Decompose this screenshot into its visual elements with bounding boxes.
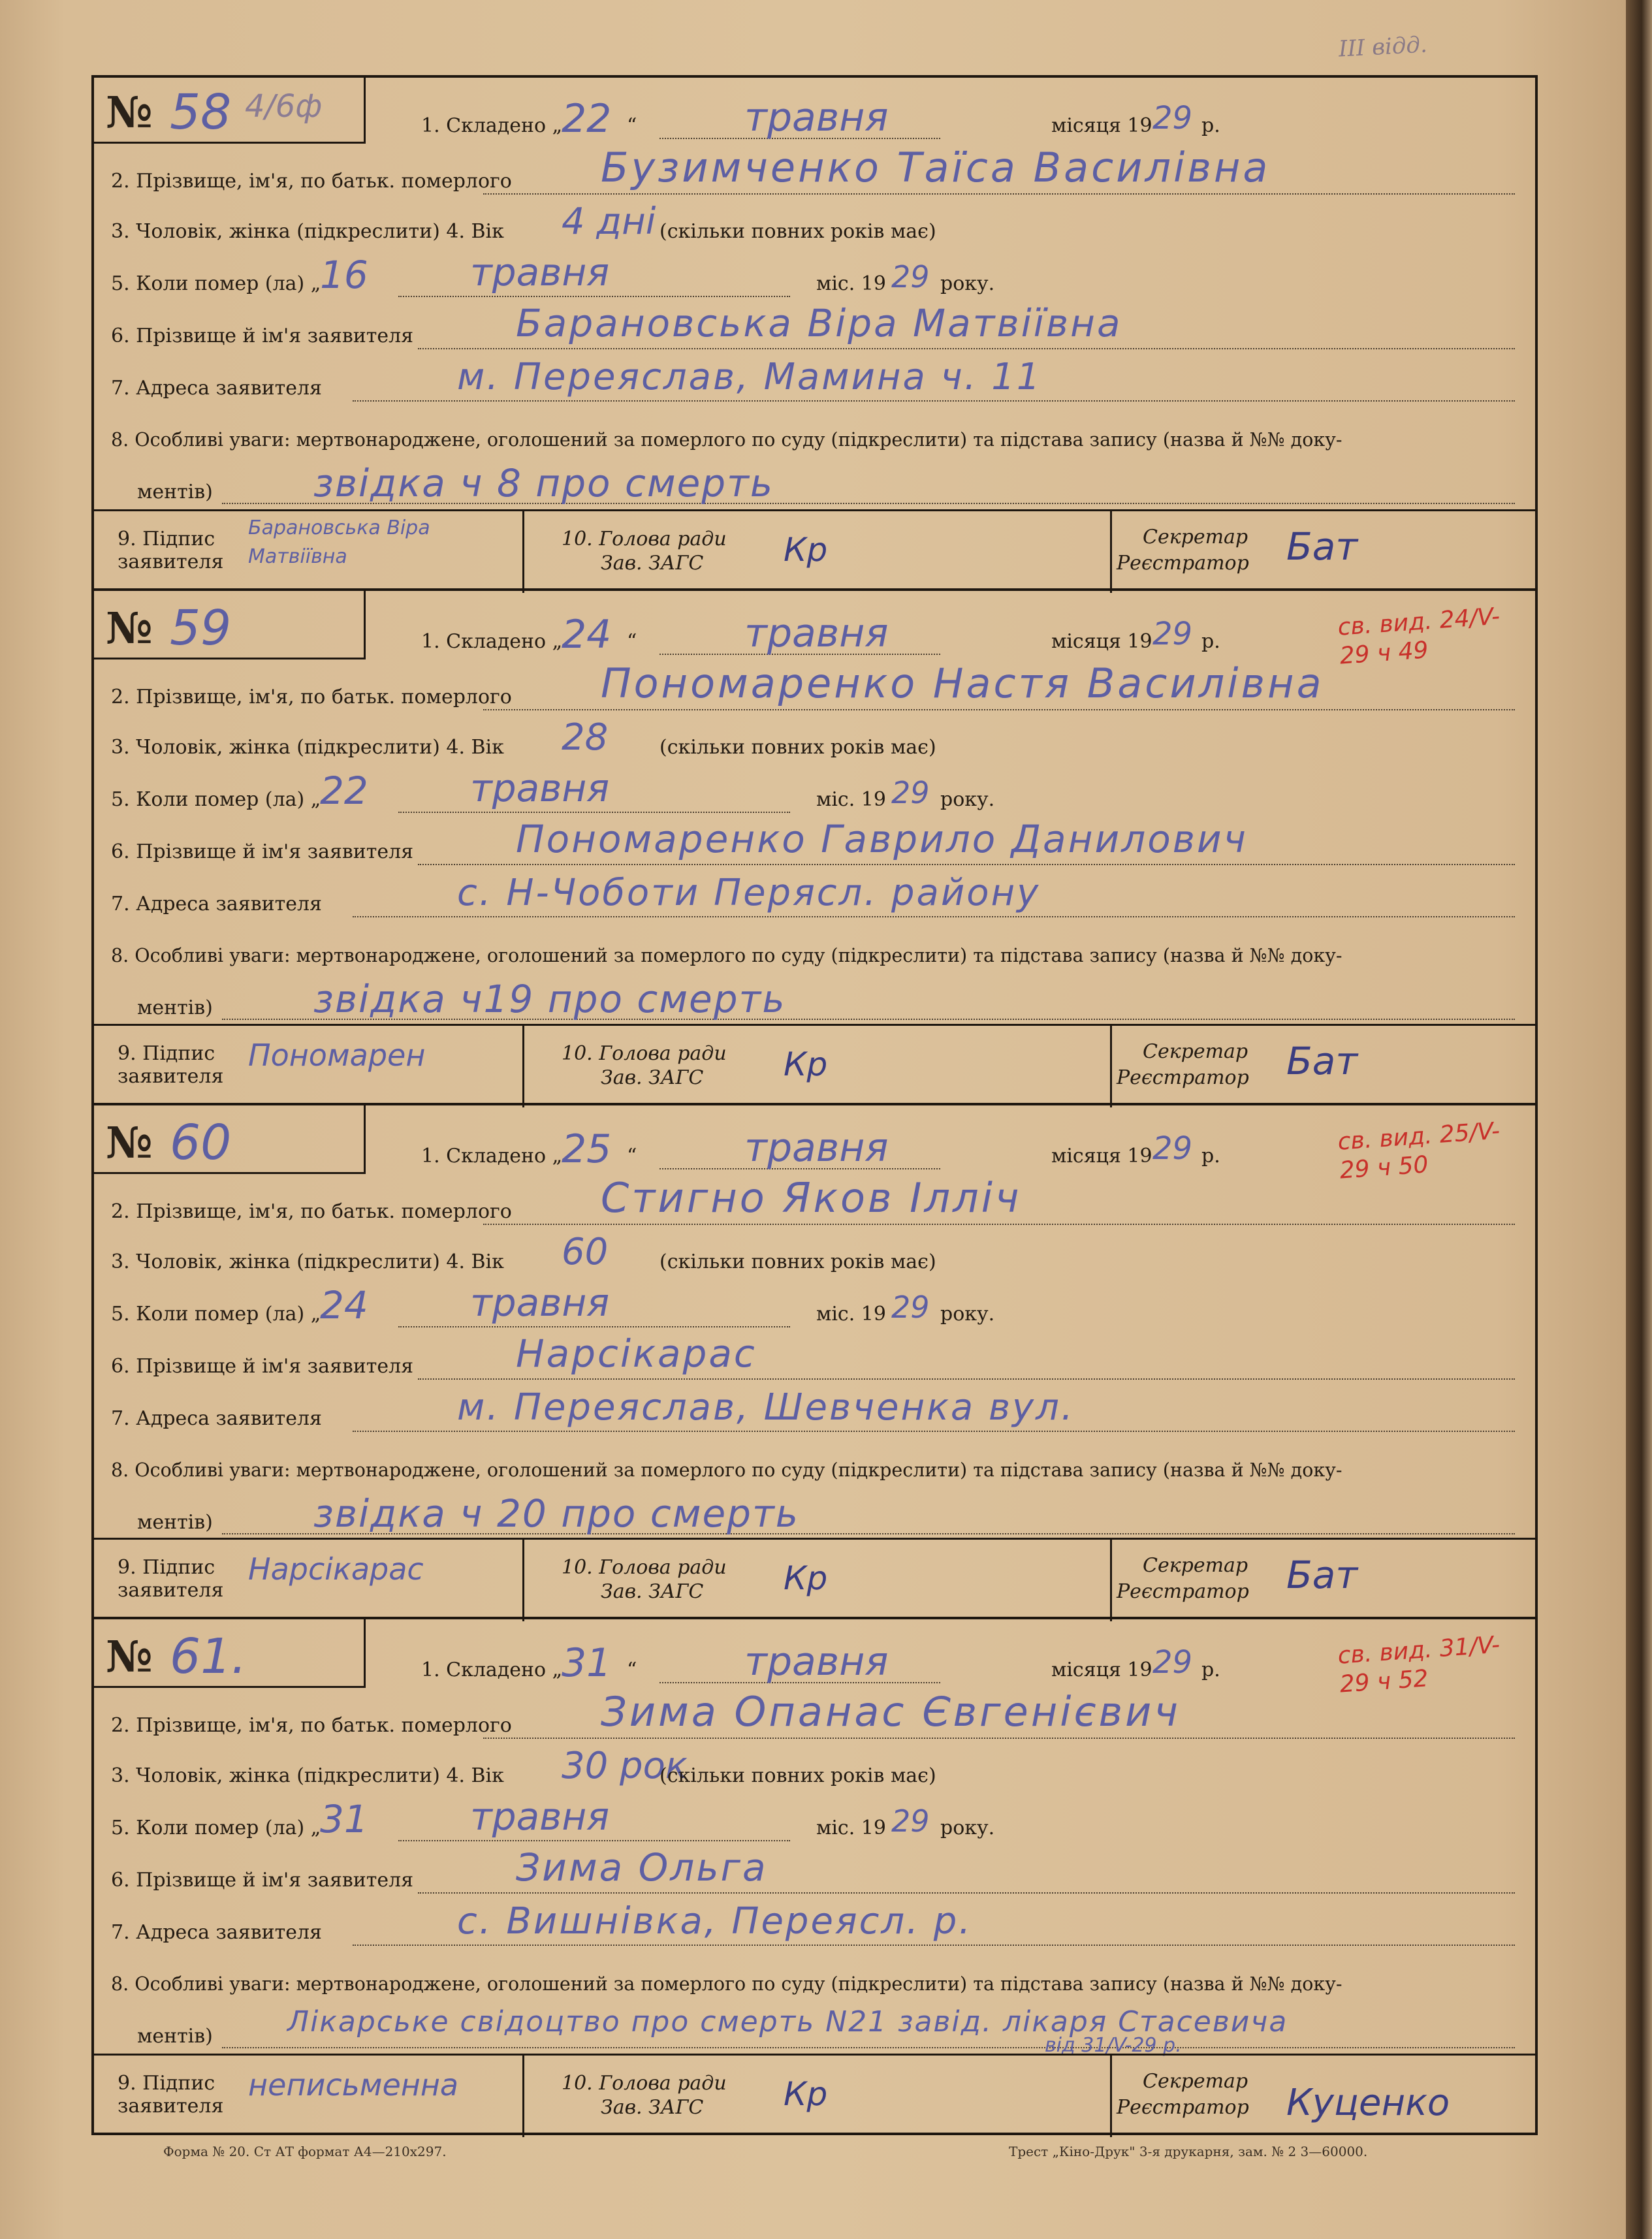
label-deceased-name: 2. Прізвище, ім'я, по батьк. померлого	[111, 170, 512, 193]
applicant-signature: Пономарен	[248, 1038, 426, 1073]
label-sex-age: 3. Чоловік, жінка (підкреслити) 4. Вік	[111, 220, 504, 243]
label-special-notes: 8. Особливі уваги: мертвонароджене, оголошений за померлого по суду (підкреслити) та підстава запису (назва й №№ доку-	[111, 1973, 1342, 1995]
death-year: 29	[891, 775, 930, 810]
label-zags-head: Зав. ЗАГС	[601, 2096, 704, 2119]
applicant-signature: Барановська Віра Матвіївна	[248, 516, 430, 568]
deceased-age: 60	[562, 1231, 609, 1273]
label-applicant: 6. Прізвище й ім'я заявителя	[111, 840, 414, 863]
label-applicant: 6. Прізвище й ім'я заявителя	[111, 325, 414, 347]
head-signature: Кр	[784, 2075, 828, 2113]
deceased-age: 28	[562, 716, 609, 759]
label-signature: 9. Підпис	[118, 528, 215, 550]
applicant-address: с. Вишнівка, Переясл. р.	[457, 1900, 973, 1943]
applicant-signature: Нарсікарас	[248, 1551, 424, 1587]
label-deceased-name: 2. Прізвище, ім'я, по батьк. померлого	[111, 686, 512, 708]
label-quote: “	[627, 1145, 637, 1167]
label-death-month: міс. 19	[816, 1817, 886, 1839]
label-applicant-sig: заявителя	[118, 550, 224, 573]
label-sex-age: 3. Чоловік, жінка (підкреслити) 4. Вік	[111, 1764, 504, 1787]
death-day: 22	[320, 769, 368, 813]
label-full-years: (скільки повних років має)	[659, 220, 936, 243]
underline	[353, 1945, 1515, 1946]
number-sign: №	[106, 1631, 153, 1682]
special-notes: звідка ч19 про смерть	[313, 977, 786, 1021]
label-death-year: року.	[940, 1303, 995, 1326]
divider	[1110, 1026, 1112, 1107]
underline	[483, 1224, 1515, 1225]
death-year: 29	[891, 1290, 930, 1325]
death-month: травня	[470, 250, 610, 294]
head-signature: Кр	[784, 531, 828, 569]
label-address: 7. Адреса заявителя	[111, 1407, 322, 1430]
label-zags-head: Зав. ЗАГС	[601, 1066, 704, 1089]
applicant-name: Пономаренко Гаврило Данилович	[516, 817, 1248, 861]
red-issuance-note: св. вид. 25/V-29 ч 50	[1337, 1117, 1501, 1184]
deceased-age: 4 дні	[562, 200, 656, 243]
death-month: травня	[470, 1280, 610, 1325]
deceased-name: Зима Опанас Євгенієвич	[601, 1688, 1181, 1736]
label-special-notes: 8. Особливі уваги: мертвонароджене, оголошений за померлого по суду (підкреслити) та підстава запису (назва й №№ доку-	[111, 1459, 1342, 1481]
label-secretary: Секретар	[1143, 526, 1248, 548]
death-record	[91, 1619, 1538, 2135]
divider	[1110, 511, 1112, 593]
label-death-year: року.	[940, 272, 995, 295]
divider	[522, 511, 524, 593]
record-number-extra: 4/6ф	[245, 88, 323, 125]
divider	[522, 1026, 524, 1107]
registrar-signature: Куценко	[1286, 2082, 1450, 2124]
label-death-month: міс. 19	[816, 272, 886, 295]
deceased-name: Бузимченко Таїса Василівна	[601, 144, 1271, 191]
compiled-month: травня	[744, 1125, 889, 1171]
label-full-years: (скільки повних років має)	[659, 1764, 936, 1787]
special-notes: Лікарське свідоцтво про смерть N21 завід. лікаря Стасевича	[287, 2005, 1288, 2039]
label-head-council: 10. Голова ради	[562, 528, 727, 550]
underline	[353, 1431, 1515, 1432]
signature-row	[91, 1538, 1538, 1621]
deceased-name: Стигно Яков Ілліч	[601, 1174, 1022, 1222]
number-sign: №	[106, 87, 153, 138]
compiled-day: 31	[562, 1640, 612, 1686]
label-sex-age: 3. Чоловік, жінка (підкреслити) 4. Вік	[111, 736, 504, 759]
underline	[398, 812, 790, 813]
divider	[522, 1540, 524, 1621]
underline	[398, 296, 790, 297]
applicant-address: м. Переяслав, Шевченка вул.	[457, 1386, 1075, 1429]
label-secretary: Секретар	[1143, 1554, 1248, 1577]
label-r: р.	[1201, 630, 1220, 653]
label-secretary: Секретар	[1143, 1040, 1248, 1063]
death-year: 29	[891, 1803, 930, 1839]
compiled-month: травня	[744, 1639, 889, 1685]
label-compiled: 1. Складено „	[421, 630, 563, 653]
label-applicant: 6. Прізвище й ім'я заявителя	[111, 1869, 414, 1892]
label-secretary: Секретар	[1143, 2070, 1248, 2093]
label-documents: ментів)	[137, 2025, 213, 2048]
label-death-year: року.	[940, 788, 995, 811]
label-signature: 9. Підпис	[118, 1556, 215, 1579]
divider	[1110, 2056, 1112, 2137]
label-head-council: 10. Голова ради	[562, 1042, 727, 1065]
number-sign: №	[106, 1117, 153, 1168]
label-zags-head: Зав. ЗАГС	[601, 552, 704, 575]
head-signature: Кр	[784, 1045, 828, 1083]
deceased-name: Пономаренко Настя Василівна	[601, 659, 1324, 707]
special-notes: звідка ч 8 про смерть	[313, 461, 774, 505]
signature-row	[91, 1024, 1538, 1107]
label-head-council: 10. Голова ради	[562, 1556, 727, 1579]
label-month-year: місяця 19	[1051, 1659, 1152, 1681]
record-number: 59	[170, 600, 232, 656]
label-month-year: місяця 19	[1051, 1145, 1152, 1167]
footer-printer-info: Трест „Кіно-Друк" 3-я друкарня, зам. № 2 3—60000.	[1009, 2144, 1368, 2159]
label-death-month: міс. 19	[816, 1303, 886, 1326]
underline	[398, 1840, 790, 1841]
label-head-council: 10. Голова ради	[562, 2072, 727, 2095]
record-number-box	[91, 1619, 366, 1688]
label-r: р.	[1201, 114, 1220, 137]
corner-note: ІІІ відд.	[1338, 31, 1428, 63]
label-r: р.	[1201, 1659, 1220, 1681]
label-deceased-name: 2. Прізвище, ім'я, по батьк. померлого	[111, 1714, 512, 1737]
compiled-year: 29	[1152, 1644, 1193, 1681]
compiled-year: 29	[1152, 1130, 1193, 1167]
underline	[418, 1892, 1515, 1894]
underline	[353, 400, 1515, 402]
record-number: 61.	[170, 1628, 247, 1685]
label-documents: ментів)	[137, 481, 213, 503]
label-death-date: 5. Коли помер (ла) „	[111, 1817, 321, 1839]
deceased-age: 30 рок	[562, 1745, 688, 1787]
divider	[522, 2056, 524, 2137]
label-compiled: 1. Складено „	[421, 1145, 563, 1167]
death-day: 31	[320, 1797, 368, 1841]
underline	[418, 1378, 1515, 1380]
red-issuance-note: св. вид. 31/V-29 ч 52	[1337, 1631, 1501, 1698]
label-sex-age: 3. Чоловік, жінка (підкреслити) 4. Вік	[111, 1250, 504, 1273]
underline	[483, 1738, 1515, 1739]
label-r: р.	[1201, 1145, 1220, 1167]
special-notes-extra: від 31/V-29 р.	[1045, 2034, 1182, 2057]
number-sign: №	[106, 603, 153, 654]
footer-form-info: Форма № 20. Ст АТ формат А4—210х297.	[163, 2144, 447, 2159]
death-month: травня	[470, 1794, 610, 1839]
underline	[222, 2047, 1515, 2048]
label-documents: ментів)	[137, 996, 213, 1019]
book-spine	[1626, 0, 1652, 2239]
underline	[483, 193, 1515, 195]
label-signature: 9. Підпис	[118, 1042, 215, 1065]
compiled-day: 22	[562, 96, 612, 142]
applicant-name: Нарсікарас	[516, 1331, 757, 1376]
label-death-date: 5. Коли помер (ла) „	[111, 272, 321, 295]
applicant-address: м. Переяслав, Мамина ч. 11	[457, 356, 1042, 398]
record-number-box	[91, 1105, 366, 1174]
label-special-notes: 8. Особливі уваги: мертвонароджене, оголошений за померлого по суду (підкреслити) та підстава запису (назва й №№ доку-	[111, 429, 1342, 451]
label-death-date: 5. Коли помер (ла) „	[111, 788, 321, 811]
death-record	[91, 75, 1538, 591]
label-zags-head: Зав. ЗАГС	[601, 1580, 704, 1603]
registrar-signature: Бат	[1286, 1039, 1358, 1083]
applicant-name: Барановська Віра Матвіївна	[516, 301, 1122, 345]
red-issuance-note: св. вид. 24/V-29 ч 49	[1337, 603, 1501, 670]
label-compiled: 1. Складено „	[421, 114, 563, 137]
label-quote: “	[627, 1659, 637, 1681]
death-day: 24	[320, 1283, 368, 1327]
label-quote: “	[627, 114, 637, 137]
label-death-date: 5. Коли помер (ла) „	[111, 1303, 321, 1326]
label-address: 7. Адреса заявителя	[111, 377, 322, 400]
label-month-year: місяця 19	[1051, 630, 1152, 653]
head-signature: Кр	[784, 1559, 828, 1597]
label-applicant-sig: заявителя	[118, 1065, 224, 1088]
record-number-box	[91, 75, 366, 144]
label-full-years: (скільки повних років має)	[659, 736, 936, 759]
compiled-year: 29	[1152, 616, 1193, 652]
compiled-month: травня	[744, 95, 889, 140]
label-applicant-sig: заявителя	[118, 2095, 224, 2118]
death-day: 16	[320, 253, 368, 297]
special-notes: звідка ч 20 про смерть	[313, 1491, 799, 1536]
compiled-month: травня	[744, 611, 889, 656]
label-applicant: 6. Прізвище й ім'я заявителя	[111, 1355, 414, 1378]
underline	[353, 916, 1515, 917]
compiled-year: 29	[1152, 100, 1193, 136]
registrar-signature: Бат	[1286, 1553, 1358, 1597]
label-death-year: року.	[940, 1817, 995, 1839]
underline	[398, 1326, 790, 1327]
death-year: 29	[891, 259, 930, 294]
label-address: 7. Адреса заявителя	[111, 893, 322, 915]
label-registrar: Реєстратор	[1117, 1066, 1249, 1089]
label-signature: 9. Підпис	[118, 2072, 215, 2095]
underline	[418, 864, 1515, 865]
label-month-year: місяця 19	[1051, 114, 1152, 137]
label-special-notes: 8. Особливі уваги: мертвонароджене, оголошений за померлого по суду (підкреслити) та підстава запису (назва й №№ доку-	[111, 945, 1342, 966]
applicant-signature: неписьменна	[248, 2067, 459, 2103]
label-registrar: Реєстратор	[1117, 1580, 1249, 1603]
registrar-signature: Бат	[1286, 524, 1358, 569]
compiled-day: 25	[562, 1126, 612, 1172]
label-applicant-sig: заявителя	[118, 1579, 224, 1602]
label-death-month: міс. 19	[816, 788, 886, 811]
label-registrar: Реєстратор	[1117, 552, 1249, 575]
record-number: 60	[170, 1115, 232, 1171]
compiled-day: 24	[562, 612, 612, 658]
record-number: 58	[170, 84, 232, 140]
divider	[1110, 1540, 1112, 1621]
signature-row	[91, 509, 1538, 593]
label-documents: ментів)	[137, 1511, 213, 1534]
label-address: 7. Адреса заявителя	[111, 1921, 322, 1944]
underline	[483, 709, 1515, 710]
signature-row	[91, 2054, 1538, 2137]
death-month: травня	[470, 766, 610, 810]
label-deceased-name: 2. Прізвище, ім'я, по батьк. померлого	[111, 1200, 512, 1223]
underline	[418, 348, 1515, 349]
applicant-address: с. Н-Чоботи Перясл. району	[457, 872, 1041, 914]
label-compiled: 1. Складено „	[421, 1659, 563, 1681]
label-registrar: Реєстратор	[1117, 2096, 1249, 2119]
label-full-years: (скільки повних років має)	[659, 1250, 936, 1273]
death-record	[91, 1105, 1538, 1619]
label-quote: “	[627, 630, 637, 653]
record-number-box	[91, 591, 366, 659]
death-record	[91, 591, 1538, 1105]
applicant-name: Зима Ольга	[516, 1845, 768, 1890]
